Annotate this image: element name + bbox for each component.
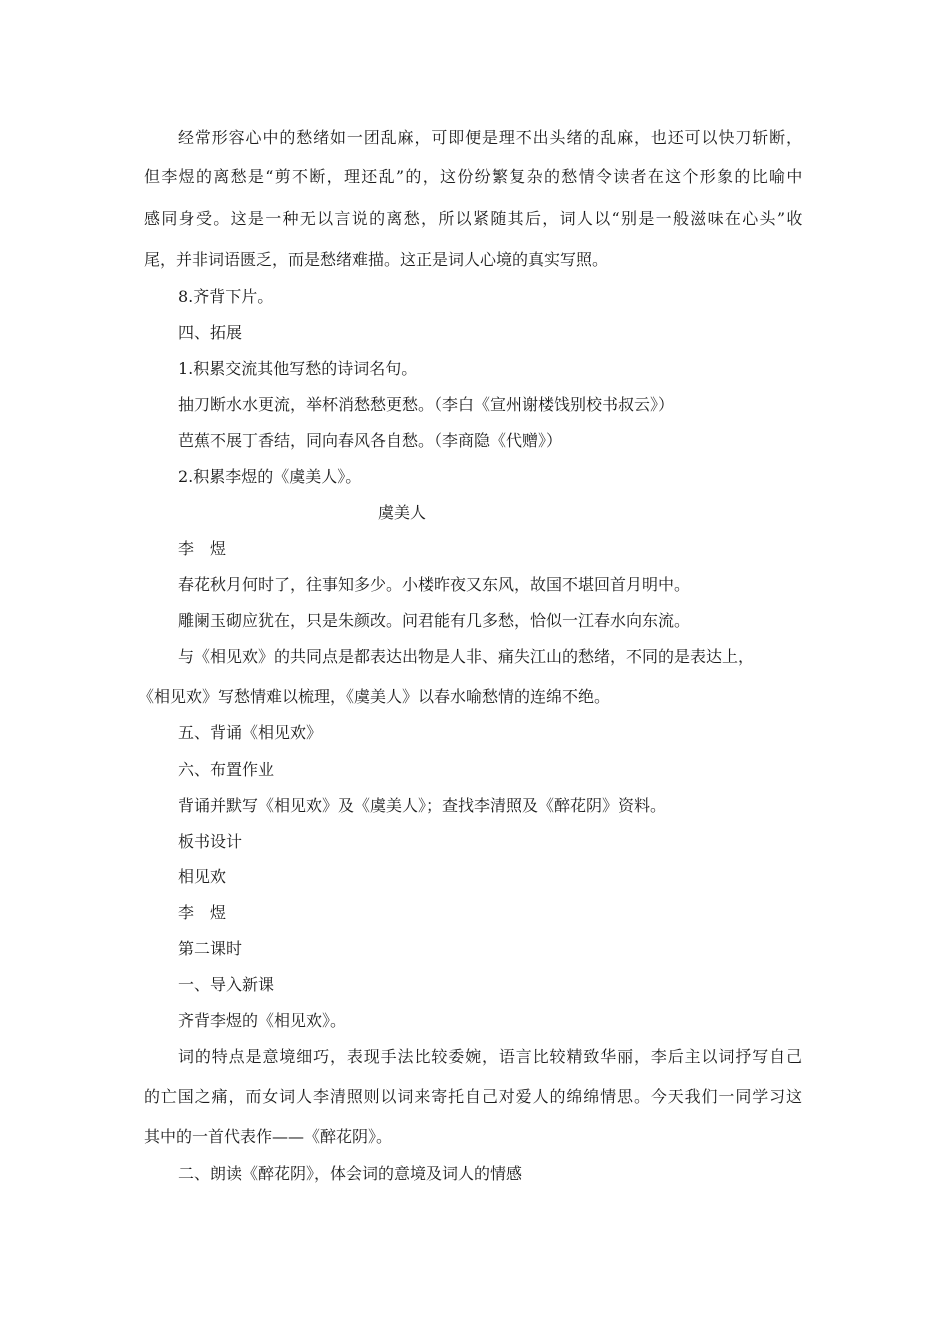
paragraph-line: 与《相见欢》的共同点是都表达出物是人非、痛失江山的愁绪，不同的是表达上， bbox=[178, 647, 755, 666]
section-heading: 四、拓展 bbox=[178, 323, 243, 342]
lesson-heading: 第二课时 bbox=[178, 939, 243, 958]
paragraph-line: 词的特点是意境细巧，表现手法比较委婉，语言比较精致华丽，李后主以词抒写自己 bbox=[178, 1047, 803, 1066]
section-heading: 一、导入新课 bbox=[178, 975, 275, 994]
paragraph-line: 其中的一首代表作——《醉花阴》。 bbox=[144, 1127, 393, 1146]
section-heading: 五、背诵《相见欢》 bbox=[178, 723, 323, 742]
quote-line: 抽刀断水水更流，举杯消愁愁更愁。（李白《宣州谢楼饯别校书叔云》） bbox=[178, 395, 675, 414]
homework-line: 背诵并默写《相见欢》及《虞美人》；查找李清照及《醉花阴》资料。 bbox=[178, 796, 667, 815]
board-author: 李 煜 bbox=[178, 903, 227, 922]
poem-line: 春花秋月何时了，往事知多少。小楼昨夜又东风，故国不堪回首月明中。 bbox=[178, 575, 691, 594]
board-heading: 板书设计 bbox=[178, 832, 243, 851]
poem-author: 李 煜 bbox=[178, 539, 227, 558]
board-title: 相见欢 bbox=[178, 867, 227, 886]
paragraph-line: 经常形容心中的愁绪如一团乱麻，可即便是理不出头绪的乱麻，也还可以快刀斩断， bbox=[178, 128, 803, 147]
paragraph-line: 尾，并非词语匮乏，而是愁绪难描。这正是词人心境的真实写照。 bbox=[144, 250, 609, 269]
paragraph-line: 但李煜的离愁是“剪不断，理还乱”的，这份纷繁复杂的愁情令读者在这个形象的比喻中 bbox=[144, 167, 804, 186]
paragraph-line: 《相见欢》写愁情难以梳理，《虞美人》以春水喻愁情的连绵不绝。 bbox=[138, 687, 611, 706]
paragraph-line: 的亡国之痛，而女词人李清照则以词来寄托自己对爱人的绵绵情思。今天我们一同学习这 bbox=[144, 1087, 803, 1106]
section-heading: 六、布置作业 bbox=[178, 760, 275, 779]
list-item: 8.齐背下片。 bbox=[178, 287, 274, 306]
list-item: 2.积累李煜的《虞美人》。 bbox=[178, 467, 362, 486]
poem-line: 雕阑玉砌应犹在，只是朱颜改。问君能有几多愁，恰似一江春水向东流。 bbox=[178, 611, 691, 630]
list-item: 1.积累交流其他写愁的诗词名句。 bbox=[178, 359, 418, 378]
paragraph-line: 齐背李煜的《相见欢》。 bbox=[178, 1011, 347, 1030]
section-heading: 二、朗读《醉花阴》，体会词的意境及词人的情感 bbox=[178, 1164, 523, 1183]
poem-title: 虞美人 bbox=[378, 503, 427, 522]
quote-line: 芭蕉不展丁香结，同向春风各自愁。（李商隐《代赠》） bbox=[178, 431, 563, 450]
paragraph-line: 感同身受。这是一种无以言说的离愁，所以紧随其后，词人以“别是一般滋味在心头”收 bbox=[144, 209, 804, 228]
